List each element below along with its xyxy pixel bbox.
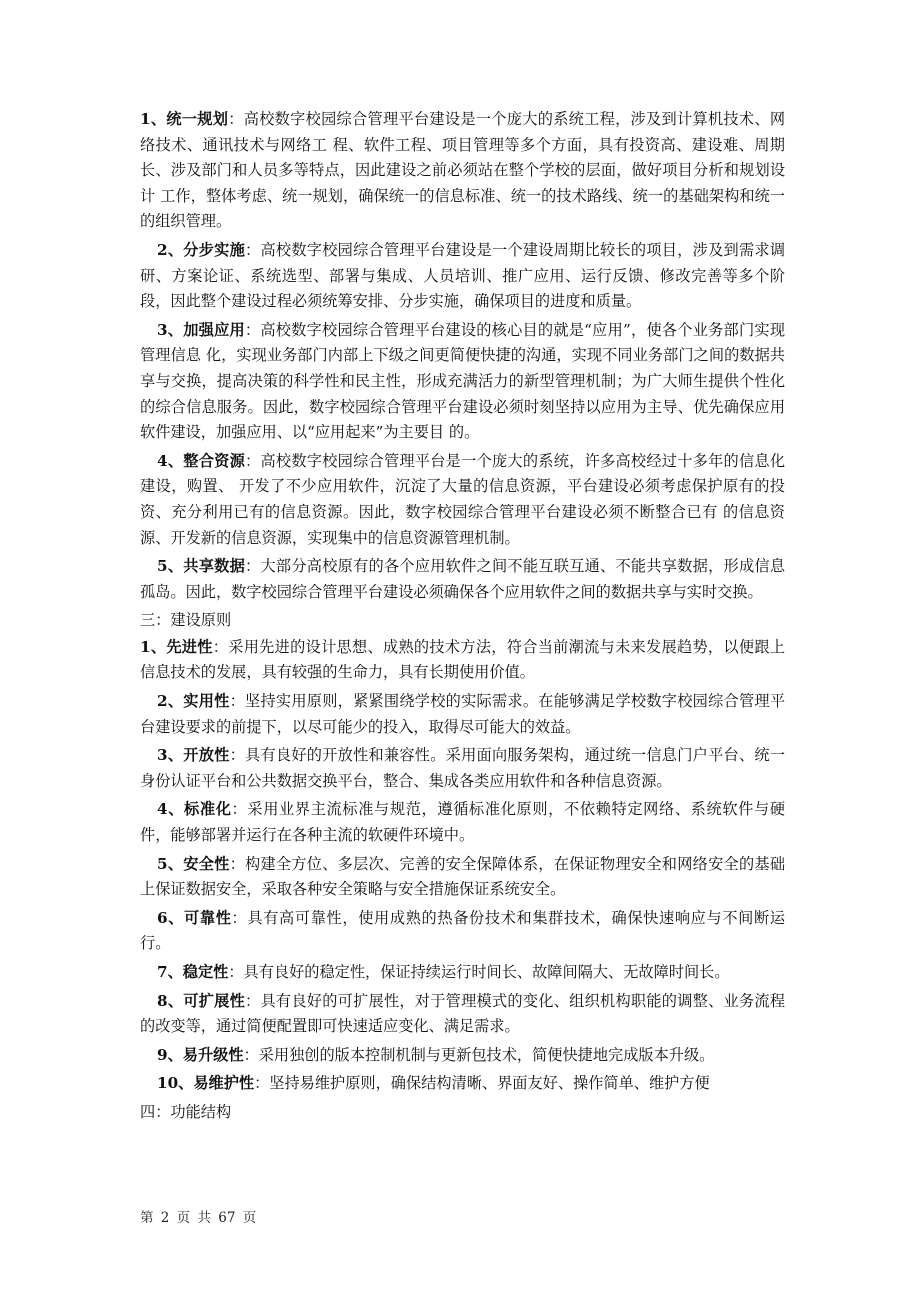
item-number: 4、 bbox=[157, 800, 185, 819]
item-separator: ： bbox=[245, 991, 261, 1010]
item-term: 稳定性 bbox=[182, 963, 229, 981]
item-number: 3、 bbox=[157, 746, 184, 765]
item-number: 9、 bbox=[157, 1045, 183, 1064]
heading-text: 四：功能结构 bbox=[140, 1102, 232, 1121]
item-text: 坚持实用原则，紧紧围绕学校的实际需求。在能够满足学校数字校园综合管理平台建设要求的前提下，以尽可能少的投入，取得尽可能大的效益。 bbox=[140, 692, 786, 736]
list-item bbox=[140, 1043, 785, 1069]
list-item bbox=[140, 906, 785, 957]
list-item bbox=[140, 554, 785, 605]
item-number: 2、 bbox=[157, 692, 184, 711]
item-separator: ： bbox=[229, 854, 246, 873]
item-number: 1、 bbox=[140, 110, 167, 128]
page-footer: 第 2 页 共 67 页 bbox=[140, 1210, 257, 1226]
list-item bbox=[140, 1071, 785, 1097]
section-heading bbox=[140, 1100, 785, 1126]
item-text: 高校数字校园综合管理平台建设是一个庞大的系统工程，涉及到计算机技术、网络技术、通讯技术与网络工 程、软件工程、项目管理等多个方面，具有投资高、建设难、周期长、涉及部门和人员多等特点，因此建设之前必须站在整个学校的层面，做好项目分析和规划设计 工作，整体考虑、统一规划，确保统一的信息标准、统一的技术路线、统一的基础架构和统一的组织管理。 bbox=[140, 110, 786, 231]
item-number: 3、 bbox=[157, 320, 184, 339]
item-term: 开放性 bbox=[183, 746, 230, 765]
section-heading bbox=[140, 608, 785, 634]
item-term: 整合资源 bbox=[183, 451, 246, 470]
item-text: 高校数字校园综合管理平台是一个庞大的系统，许多高校经过十多年的信息化建设，购置、 开发了不少应用软件，沉淀了大量的信息资源，平台建设必须考虑保护原有的投资、充分利用已有的信息资源。因此，数字校园综合管理平台建设必须不断整合已有 的信息资源、开发新的信息资源，实现集中的信息资源管理机制。 bbox=[140, 451, 786, 547]
item-term: 加强应用 bbox=[183, 320, 245, 339]
item-number: 5、 bbox=[157, 557, 184, 576]
item-separator: ： bbox=[254, 1074, 270, 1093]
item-term: 易维护性 bbox=[193, 1074, 255, 1093]
item-text: 具有良好的可扩展性，对于管理模式的变化、组织机构职能的调整、业务流程的改变等，通过简便配置即可快速适应变化、满足需求。 bbox=[140, 991, 786, 1036]
item-text: 坚持易维护原则，确保结构清晰、界面友好、操作简单、维护方便 bbox=[269, 1074, 710, 1093]
item-text: 构建全方位、多层次、完善的安全保障体系，在保证物理安全和网络安全的基础上保证数据安全，采取各种安全策略与安全措施保证系统安全。 bbox=[140, 854, 786, 899]
item-text: 高校数字校园综合管理平台建设的核心目的就是“应用”，使各个业务部门实现管理信息 化，实现业务部门内部上下级之间更简便快捷的沟通，实现不同业务部门之间的数据共享与交换，提高决策的科学性和民主性，形成充满活力的新型管理机制；为广大师生提供个性化的综合信息服务。因此，数字校园综合管理平台建设必须时刻坚持以应用为主导、优先确保应用软件建设，加强应用、以“应用起来”为主要目 的。 bbox=[140, 320, 786, 442]
item-term: 易升级性 bbox=[182, 1045, 244, 1064]
item-separator: ： bbox=[229, 746, 246, 765]
item-term: 可靠性 bbox=[184, 908, 232, 927]
item-text: 高校数字校园综合管理平台建设是一个建设周期比较长的项目，涉及到需求调研、方案论证、系统选型、部署与集成、人员培训、推广应用、运行反馈、修改完善等多个阶段，因此整个建设过程必须统筹安排、分步实施，确保项目的进度和质量。 bbox=[140, 240, 786, 311]
list-item bbox=[140, 689, 785, 740]
item-number: 4、 bbox=[157, 451, 184, 470]
item-number: 7、 bbox=[157, 963, 183, 981]
list-item bbox=[140, 797, 785, 848]
item-number: 6、 bbox=[157, 908, 185, 927]
list-item bbox=[140, 318, 785, 446]
item-number: 5、 bbox=[157, 854, 184, 873]
item-term: 实用性 bbox=[183, 692, 230, 711]
list-item bbox=[140, 989, 785, 1040]
heading-text: 三：建设原则 bbox=[140, 611, 232, 630]
document-body bbox=[140, 107, 785, 1127]
list-item bbox=[140, 238, 785, 315]
item-number: 2、 bbox=[157, 240, 184, 259]
item-separator: ： bbox=[231, 800, 248, 819]
item-number: 8、 bbox=[157, 991, 184, 1010]
item-term: 标准化 bbox=[184, 800, 232, 819]
item-separator: ： bbox=[245, 557, 261, 576]
item-separator: ： bbox=[245, 240, 261, 259]
item-text: 具有良好的开放性和兼容性。采用面向服务架构，通过统一信息门户平台、统一身份认证平台和公共数据交换平台，整合、集成各类应用软件和各种信息资源。 bbox=[140, 746, 786, 790]
item-text: 采用业界主流标准与规范，遵循标准化原则，不依赖特定网络、系统软件与硬件，能够部署并运行在各种主流的软硬件环境中。 bbox=[140, 800, 786, 845]
item-text: 大部分高校原有的各个应用软件之间不能互联互通、不能共享数据，形成信息孤岛。因此，数字校园综合管理平台建设必须确保各个应用软件之间的数据共享与实时交换。 bbox=[140, 557, 786, 601]
item-term: 可扩展性 bbox=[183, 991, 246, 1010]
item-term: 共享数据 bbox=[183, 557, 246, 576]
item-separator: ： bbox=[231, 908, 248, 927]
item-separator: ： bbox=[243, 1045, 259, 1064]
item-text: 具有高可靠性，使用成熟的热备份技术和集群技术，确保快速响应与不间断运行。 bbox=[140, 908, 786, 953]
list-item bbox=[140, 743, 785, 794]
item-number: 10、 bbox=[157, 1074, 194, 1093]
item-separator: ： bbox=[229, 692, 246, 711]
list-item bbox=[140, 852, 785, 903]
item-separator: ： bbox=[212, 637, 229, 656]
item-separator: ： bbox=[228, 110, 244, 128]
list-item bbox=[140, 635, 785, 686]
item-separator: ： bbox=[228, 963, 244, 981]
item-term: 安全性 bbox=[183, 854, 230, 873]
item-separator: ： bbox=[245, 451, 261, 470]
item-term: 统一规划 bbox=[166, 110, 229, 128]
item-text: 采用先进的设计思想、成熟的技术方法，符合当前潮流与未来发展趋势，以便跟上信息技术的发展，具有较强的生命力，具有长期使用价值。 bbox=[140, 637, 786, 682]
item-term: 先进性 bbox=[166, 637, 213, 656]
list-item bbox=[140, 107, 785, 235]
list-item bbox=[140, 449, 785, 551]
list-item bbox=[140, 960, 785, 986]
item-term: 分步实施 bbox=[183, 240, 246, 259]
item-text: 具有良好的稳定性，保证持续运行时间长、故障间隔大、无故障时间长。 bbox=[243, 963, 730, 981]
item-separator: ： bbox=[244, 320, 261, 339]
item-text: 采用独创的版本控制机制与更新包技术，简便快捷地完成版本升级。 bbox=[258, 1045, 715, 1064]
item-number: 1、 bbox=[140, 637, 167, 656]
